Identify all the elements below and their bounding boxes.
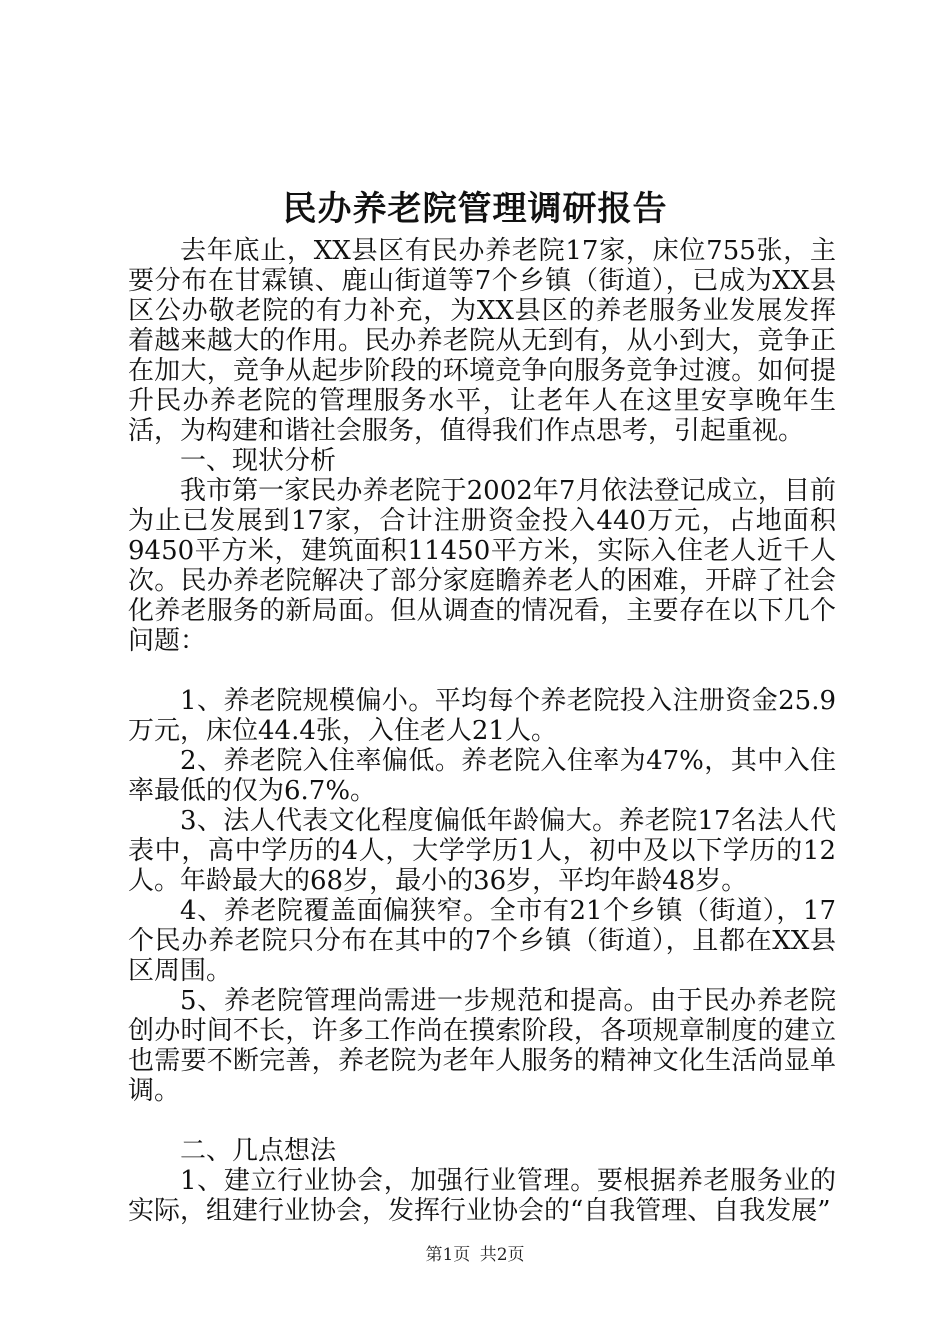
page-total: 共2页 <box>479 1245 525 1265</box>
issue-item-5: 5、养老院管理尚需进一步规范和提高。由于民办养老院创办时间不长，许多工作尚在摸索阶段，各项规章制度的建立也需要不断完善，养老院为老年人服务的精神文化生活尚显单调。 <box>128 986 836 1106</box>
issue-item-1: 1、养老院规模偏小。平均每个养老院投入注册资金25.9万元，床位44.4张，入住老人21人。 <box>128 686 836 746</box>
issue-item-4: 4、养老院覆盖面偏狭窄。全市有21个乡镇（街道），17个民办养老院只分布在其中的7个乡镇（街道），且都在XX县区周围。 <box>128 896 836 986</box>
paragraph-spacer <box>128 656 836 686</box>
page-footer <box>0 1244 950 1266</box>
intro-paragraph: 去年底止，XX县区有民办养老院17家，床位755张，主要分布在甘霖镇、鹿山街道等7个乡镇（街道），已成为XX县区公办敬老院的有力补充，为XX县区的养老服务业发展发挥着越来越大的作用。民办养老院从无到有，从小到大，竞争正在加大，竞争从起步阶段的环境竞争向服务竞争过渡。如何提升民办养老院的管理服务水平，让老年人在这里安享晚年生活，为构建和谐社会服务，值得我们作点思考，引起重视。 <box>128 236 836 446</box>
document-body <box>128 236 836 1226</box>
paragraph-spacer <box>128 1106 836 1136</box>
status-paragraph: 我市第一家民办养老院于2002年7月依法登记成立，目前为止已发展到17家，合计注册资金投入440万元，占地面积9450平方米，建筑面积11450平方米，实际入住老人近千人次。民办养老院解决了部分家庭瞻养老人的困难，开辟了社会化养老服务的新局面。但从调查的情况看，主要存在以下几个问题： <box>128 476 836 656</box>
document-title: 民办养老院管理调研报告 <box>282 189 668 229</box>
section-heading-ideas: 二、几点想法 <box>180 1136 337 1166</box>
issue-item-2: 2、养老院入住率偏低。养老院入住率为47%，其中入住率最低的仅为6.7%。 <box>128 746 836 806</box>
section-heading-status: 一、现状分析 <box>180 446 337 476</box>
idea-item-1: 1、建立行业协会，加强行业管理。要根据养老服务业的实际，组建行业协会，发挥行业协会的“自我管理、自我发展” <box>128 1166 836 1226</box>
issue-item-3: 3、法人代表文化程度偏低年龄偏大。养老院17名法人代表中，高中学历的4人，大学学历1人，初中及以下学历的12人。年龄最大的68岁，最小的36岁，平均年龄48岁。 <box>128 806 836 896</box>
page-number: 第1页 <box>425 1245 471 1265</box>
